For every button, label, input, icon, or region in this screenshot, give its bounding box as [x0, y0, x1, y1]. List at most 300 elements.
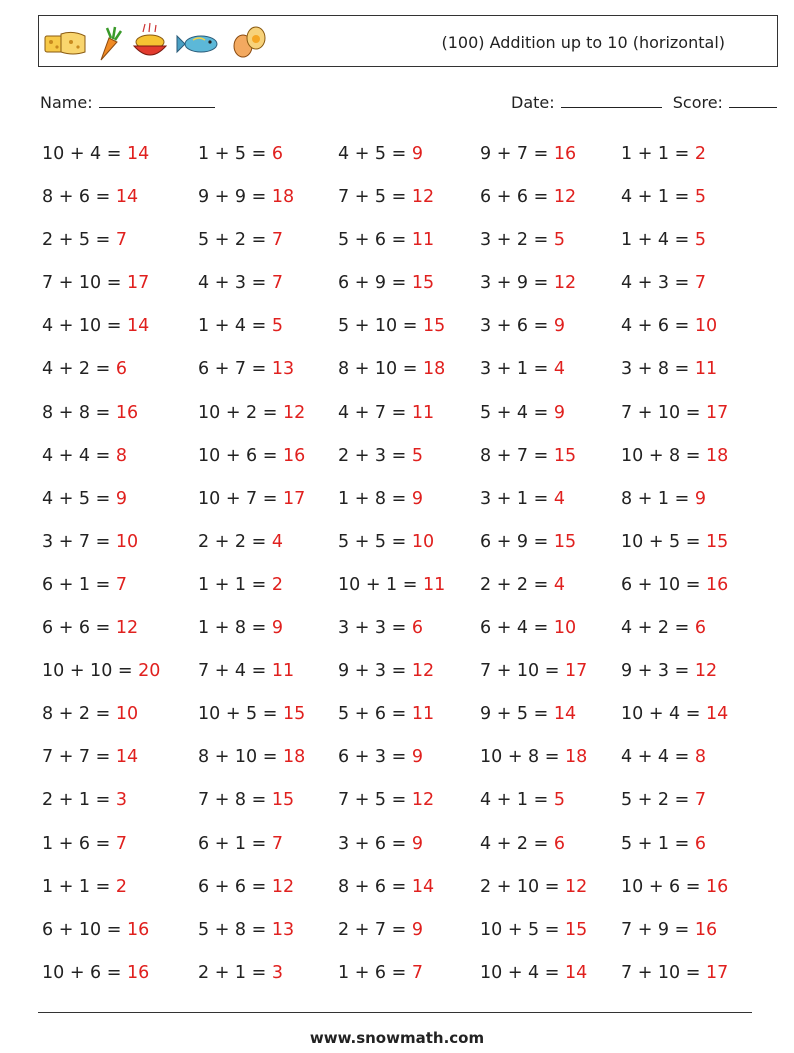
problem-answer: 3 [115, 790, 127, 811]
problem-question: 10 + 2 = [198, 402, 283, 423]
problem-item [621, 877, 728, 897]
problem-answer: 12 [271, 876, 295, 897]
problem-question: 10 + 6 = [198, 445, 283, 466]
problem-item [42, 661, 160, 681]
problem-item [198, 489, 305, 509]
problem-question: 2 + 2 = [198, 531, 272, 552]
problem-answer: 7 [115, 833, 127, 854]
problem-answer: 6 [553, 833, 565, 854]
problem-question: 7 + 7 = [42, 747, 116, 768]
problem-question: 4 + 1 = [621, 187, 695, 208]
name-label: Name: [40, 93, 93, 112]
problem-answer: 16 [126, 962, 150, 983]
problem-answer: 4 [553, 574, 565, 595]
problem-question: 6 + 6 = [480, 187, 554, 208]
problem-item [42, 316, 149, 336]
problem-answer: 17 [126, 273, 150, 294]
problem-answer: 11 [271, 661, 295, 682]
problem-question: 10 + 5 = [198, 704, 283, 725]
problem-item [338, 963, 423, 983]
problem-answer: 10 [115, 531, 139, 552]
problem-item [42, 403, 138, 423]
problem-question: 10 + 8 = [480, 747, 565, 768]
problem-answer: 2 [694, 144, 706, 164]
problem-item [198, 273, 283, 293]
problem-question: 10 + 4 = [621, 704, 706, 725]
problem-question: 8 + 2 = [42, 704, 116, 725]
date-score-fields [511, 93, 777, 112]
problem-question: 3 + 8 = [621, 359, 695, 380]
footer-site: www.snowmath.com [309, 1029, 485, 1047]
problem-answer: 5 [553, 230, 565, 251]
problem-item [198, 661, 294, 681]
problem-question: 1 + 4 = [198, 316, 272, 337]
problem-answer: 15 [282, 704, 306, 725]
problem-item [198, 920, 294, 940]
problem-answer: 12 [282, 402, 306, 423]
problem-answer: 17 [705, 402, 729, 423]
problem-question: 10 + 8 = [621, 445, 706, 466]
problem-answer: 16 [705, 876, 729, 897]
problem-answer: 14 [705, 704, 729, 725]
problem-answer: 6 [411, 618, 423, 639]
problem-answer: 14 [115, 747, 139, 768]
problem-answer: 14 [126, 316, 150, 337]
problem-question: 10 + 5 = [621, 531, 706, 552]
problem-answer: 9 [553, 316, 565, 337]
problem-item [621, 575, 728, 595]
problem-question: 5 + 4 = [480, 402, 554, 423]
problem-answer: 16 [705, 574, 729, 595]
problem-answer: 15 [553, 531, 577, 552]
problem-answer: 5 [553, 790, 565, 811]
problem-question: 10 + 5 = [480, 919, 565, 940]
problem-question: 7 + 10 = [42, 273, 127, 294]
problem-item [480, 230, 565, 250]
problem-question: 7 + 10 = [621, 962, 706, 983]
problem-answer: 9 [411, 488, 423, 509]
problem-item [338, 704, 434, 724]
problem-answer: 17 [564, 661, 588, 682]
problem-question: 2 + 10 = [480, 876, 565, 897]
problem-item [42, 446, 127, 466]
problem-item [480, 144, 576, 164]
problem-row [42, 653, 762, 696]
problem-item [621, 661, 717, 681]
problem-item [621, 618, 706, 638]
problem-answer: 11 [422, 574, 446, 595]
problem-answer: 7 [115, 230, 127, 251]
problem-item [621, 963, 728, 983]
problem-question: 6 + 9 = [338, 273, 412, 294]
problem-answer: 18 [422, 359, 446, 380]
problem-question: 9 + 5 = [480, 704, 554, 725]
problem-question: 5 + 6 = [338, 230, 412, 251]
problem-item [480, 187, 576, 207]
problem-row [42, 481, 762, 524]
problem-item [338, 144, 423, 164]
problem-answer: 11 [411, 402, 435, 423]
problem-item [480, 489, 565, 509]
problem-question: 3 + 7 = [42, 531, 116, 552]
problem-answer: 2 [271, 574, 283, 595]
problem-question: 4 + 4 = [42, 445, 116, 466]
problem-answer: 10 [694, 316, 718, 337]
problem-question: 4 + 4 = [621, 747, 695, 768]
problem-answer: 18 [282, 747, 306, 768]
problem-item [480, 316, 565, 336]
problem-answer: 16 [126, 919, 150, 940]
problem-question: 1 + 5 = [198, 144, 272, 164]
problem-row [42, 782, 762, 825]
problem-item [480, 747, 587, 767]
problem-row [42, 955, 762, 998]
problem-row [42, 395, 762, 438]
problem-answer: 7 [115, 574, 127, 595]
problem-question: 4 + 3 = [198, 273, 272, 294]
problem-item [42, 489, 127, 509]
problem-item [42, 618, 138, 638]
problem-question: 4 + 7 = [338, 402, 412, 423]
problem-answer: 6 [115, 359, 127, 380]
problem-question: 8 + 6 = [42, 187, 116, 208]
score-label: Score: [672, 93, 723, 112]
problem-question: 6 + 10 = [621, 574, 706, 595]
problem-row [42, 308, 762, 351]
problem-answer: 12 [564, 876, 588, 897]
problem-question: 10 + 10 = [42, 661, 139, 682]
problem-answer: 15 [553, 445, 577, 466]
problem-question: 5 + 2 = [621, 790, 695, 811]
date-underline[interactable] [561, 93, 662, 108]
problem-answer: 4 [271, 531, 283, 552]
problem-item [42, 273, 149, 293]
problem-answer: 9 [411, 144, 423, 164]
problem-item [42, 704, 138, 724]
problem-answer: 16 [282, 445, 306, 466]
problem-answer: 9 [411, 833, 423, 854]
problem-item [42, 963, 149, 983]
problem-question: 5 + 10 = [338, 316, 423, 337]
problem-item [621, 316, 717, 336]
problem-row [42, 567, 762, 610]
problem-item [338, 489, 423, 509]
problem-answer: 17 [282, 488, 306, 509]
problem-question: 1 + 8 = [198, 618, 272, 639]
problem-item [338, 618, 423, 638]
problem-question: 6 + 3 = [338, 747, 412, 768]
problem-question: 1 + 1 = [621, 144, 695, 164]
problem-question: 8 + 6 = [338, 876, 412, 897]
problem-question: 5 + 1 = [621, 833, 695, 854]
problem-question: 8 + 10 = [338, 359, 423, 380]
problem-item [480, 704, 576, 724]
problem-answer: 2 [115, 876, 127, 897]
problem-answer: 16 [694, 919, 718, 940]
problem-item [480, 920, 587, 940]
problem-question: 4 + 10 = [42, 316, 127, 337]
problem-question: 6 + 1 = [198, 833, 272, 854]
problem-item [198, 230, 283, 250]
problem-answer: 14 [126, 144, 150, 164]
problem-question: 4 + 2 = [480, 833, 554, 854]
problem-item [480, 661, 587, 681]
problem-row [42, 136, 762, 179]
problem-answer: 14 [553, 704, 577, 725]
problem-item [621, 359, 717, 379]
score-underline[interactable] [729, 93, 777, 108]
problem-answer: 12 [411, 661, 435, 682]
problem-item [621, 403, 728, 423]
problem-item [621, 489, 706, 509]
problem-question: 1 + 4 = [621, 230, 695, 251]
problem-question: 5 + 5 = [338, 531, 412, 552]
problem-answer: 7 [271, 230, 283, 251]
problem-question: 4 + 1 = [480, 790, 554, 811]
problem-answer: 6 [271, 144, 283, 164]
problem-answer: 11 [694, 359, 718, 380]
problem-question: 6 + 6 = [42, 618, 116, 639]
problem-item [338, 790, 434, 810]
problem-row [42, 351, 762, 394]
problem-answer: 18 [271, 187, 295, 208]
problem-question: 2 + 2 = [480, 574, 554, 595]
problem-question: 5 + 8 = [198, 919, 272, 940]
problem-answer: 5 [694, 187, 706, 208]
problem-item [621, 187, 706, 207]
problem-question: 7 + 5 = [338, 187, 412, 208]
problem-answer: 15 [705, 531, 729, 552]
problem-row [42, 222, 762, 265]
problem-answer: 5 [271, 316, 283, 337]
problem-item [480, 877, 587, 897]
problem-item [42, 920, 149, 940]
problem-answer: 5 [411, 445, 423, 466]
problem-row [42, 610, 762, 653]
problem-answer: 15 [411, 273, 435, 294]
problem-answer: 13 [271, 919, 295, 940]
problem-item [480, 403, 565, 423]
problem-answer: 13 [271, 359, 295, 380]
problem-item [42, 747, 138, 767]
problem-answer: 12 [411, 790, 435, 811]
problem-question: 6 + 9 = [480, 531, 554, 552]
problem-row [42, 869, 762, 912]
problem-item [480, 446, 576, 466]
problem-item [198, 963, 283, 983]
problem-item [338, 403, 434, 423]
problem-answer: 15 [422, 316, 446, 337]
problem-question: 2 + 1 = [42, 790, 116, 811]
problem-question: 7 + 9 = [621, 919, 695, 940]
problem-item [480, 834, 565, 854]
cheese-icon [45, 32, 85, 54]
problem-question: 1 + 1 = [198, 574, 272, 595]
problem-item [338, 316, 445, 336]
problem-answer: 9 [411, 919, 423, 940]
problem-row [42, 739, 762, 782]
problem-question: 2 + 3 = [338, 445, 412, 466]
problem-answer: 9 [271, 618, 283, 639]
problem-question: 3 + 6 = [480, 316, 554, 337]
problem-question: 10 + 6 = [621, 876, 706, 897]
problem-question: 3 + 1 = [480, 488, 554, 509]
name-field[interactable] [40, 93, 215, 112]
problem-question: 7 + 5 = [338, 790, 412, 811]
problem-item [480, 359, 565, 379]
problem-row [42, 265, 762, 308]
problem-question: 10 + 4 = [480, 962, 565, 983]
problem-item [198, 187, 294, 207]
problem-answer: 4 [553, 488, 565, 509]
problem-question: 7 + 10 = [480, 661, 565, 682]
problem-item [42, 359, 127, 379]
problem-row [42, 179, 762, 222]
problem-answer: 7 [694, 273, 706, 294]
problem-question: 6 + 4 = [480, 618, 554, 639]
problem-question: 9 + 7 = [480, 144, 554, 164]
problem-answer: 7 [411, 962, 423, 983]
problem-item [338, 920, 423, 940]
problem-item [480, 273, 576, 293]
problem-answer: 4 [553, 359, 565, 380]
problem-item [621, 704, 728, 724]
problem-answer: 10 [553, 618, 577, 639]
problem-question: 8 + 10 = [198, 747, 283, 768]
problem-answer: 10 [411, 531, 435, 552]
problem-question: 1 + 6 = [338, 962, 412, 983]
problem-answer: 18 [564, 747, 588, 768]
problem-question: 2 + 7 = [338, 919, 412, 940]
problem-answer: 17 [705, 962, 729, 983]
problem-answer: 16 [553, 144, 577, 164]
problem-answer: 9 [553, 402, 565, 423]
problem-row [42, 438, 762, 481]
worksheet-header [38, 15, 778, 67]
problem-item [480, 575, 565, 595]
date-label: Date: [511, 93, 555, 112]
problem-item [621, 834, 706, 854]
problem-item [198, 790, 294, 810]
problem-item [338, 661, 434, 681]
problem-question: 4 + 5 = [42, 488, 116, 509]
problem-question: 3 + 3 = [338, 618, 412, 639]
problem-item [338, 575, 445, 595]
problem-item [480, 963, 587, 983]
problem-answer: 15 [564, 919, 588, 940]
problem-item [198, 532, 283, 552]
problem-answer: 14 [564, 962, 588, 983]
problem-item [198, 877, 294, 897]
problem-item [198, 747, 305, 767]
problem-row [42, 524, 762, 567]
problem-question: 1 + 6 = [42, 833, 116, 854]
problem-item [42, 144, 149, 164]
problem-item [480, 790, 565, 810]
problem-answer: 16 [115, 402, 139, 423]
problem-question: 8 + 8 = [42, 402, 116, 423]
footer-divider [38, 1012, 752, 1013]
problem-answer: 12 [411, 187, 435, 208]
problem-question: 7 + 4 = [198, 661, 272, 682]
problem-item [338, 273, 434, 293]
problem-question: 10 + 1 = [338, 574, 423, 595]
problem-question: 7 + 8 = [198, 790, 272, 811]
problem-answer: 20 [138, 661, 161, 682]
problem-question: 8 + 7 = [480, 445, 554, 466]
name-underline [99, 93, 215, 108]
problem-question: 6 + 7 = [198, 359, 272, 380]
problem-question: 6 + 6 = [198, 876, 272, 897]
problem-question: 6 + 10 = [42, 919, 127, 940]
problem-item [198, 446, 305, 466]
problem-question: 5 + 2 = [198, 230, 272, 251]
problem-item [621, 446, 728, 466]
problem-question: 4 + 3 = [621, 273, 695, 294]
problem-answer: 9 [411, 747, 423, 768]
problem-answer: 8 [115, 445, 127, 466]
problem-answer: 8 [694, 747, 706, 768]
problem-item [338, 187, 434, 207]
problem-answer: 14 [411, 876, 435, 897]
problem-item [198, 704, 305, 724]
problem-item [198, 834, 283, 854]
problem-answer: 11 [411, 230, 435, 251]
problem-item [198, 403, 305, 423]
problem-item [338, 532, 434, 552]
problem-item [198, 359, 294, 379]
problem-item [621, 273, 706, 293]
problem-row [42, 826, 762, 869]
header-icons [43, 22, 273, 62]
problem-item [338, 359, 445, 379]
problem-question: 9 + 9 = [198, 187, 272, 208]
problem-answer: 6 [694, 618, 706, 639]
problem-item [621, 532, 728, 552]
problem-question: 4 + 2 = [621, 618, 695, 639]
problem-question: 10 + 4 = [42, 144, 127, 164]
problem-question: 7 + 10 = [621, 402, 706, 423]
problem-question: 4 + 2 = [42, 359, 116, 380]
problem-item [42, 230, 127, 250]
problem-answer: 9 [115, 488, 127, 509]
problem-question: 1 + 8 = [338, 488, 412, 509]
problem-item [198, 575, 283, 595]
problem-answer: 15 [271, 790, 295, 811]
problem-answer: 12 [115, 618, 139, 639]
problem-question: 6 + 1 = [42, 574, 116, 595]
problem-item [480, 532, 576, 552]
problem-grid [42, 136, 762, 998]
problem-item [621, 747, 706, 767]
problem-question: 10 + 6 = [42, 962, 127, 983]
problem-answer: 12 [694, 661, 718, 682]
problem-question: 9 + 3 = [338, 661, 412, 682]
problem-item [338, 834, 423, 854]
problem-answer: 18 [705, 445, 729, 466]
carrot-icon [101, 27, 121, 60]
problem-item [621, 144, 706, 164]
problem-item [42, 187, 138, 207]
problem-item [338, 877, 434, 897]
problem-item [198, 618, 283, 638]
problem-question: 4 + 5 = [338, 144, 412, 164]
problem-item [42, 877, 127, 897]
problem-question: 10 + 7 = [198, 488, 283, 509]
problem-item [338, 446, 423, 466]
problem-question: 9 + 3 = [621, 661, 695, 682]
problem-question: 3 + 1 = [480, 359, 554, 380]
